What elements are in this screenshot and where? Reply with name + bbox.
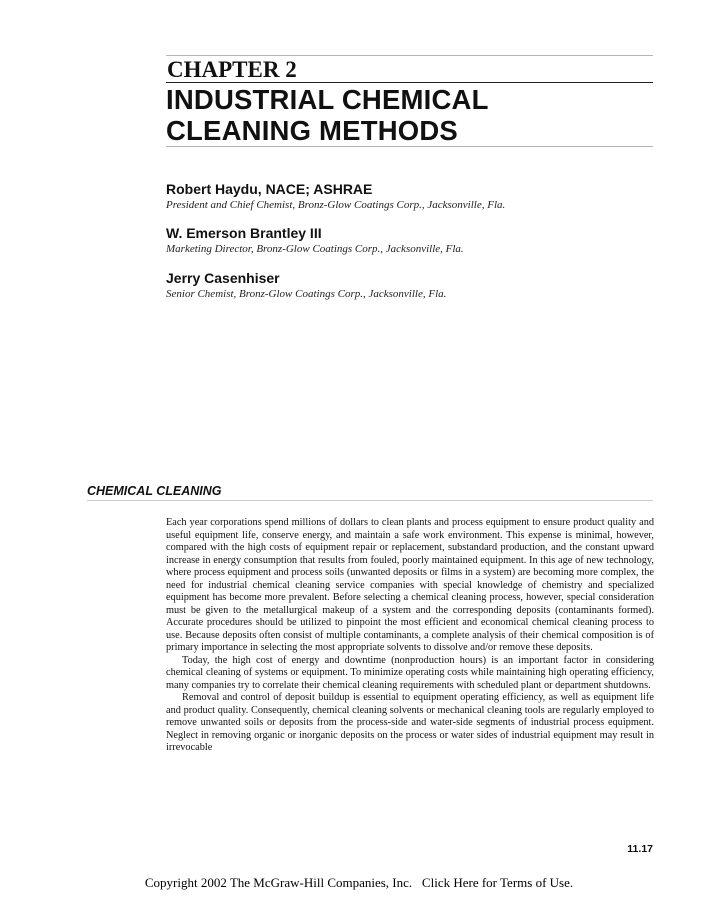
page-number: 11.17 (627, 843, 653, 855)
section-heading: CHEMICAL CLEANING (87, 484, 222, 498)
paragraph: Removal and control of deposit buildup is essential to equipment operating efficiency, as well as equipment life and product quality. Consequently, chemical cleaning solvents or mechanical cleaning tools are regularly employed to remove unwanted soils or deposits from the process-side and water-side segments of industrial process equipment. Neglect in removing organic or inorganic deposits on the process or water sides of industrial equipment may result in irrevocable (166, 692, 654, 753)
chapter-label: CHAPTER 2 (167, 57, 297, 82)
chapter-title-line: INDUSTRIAL CHEMICAL (166, 84, 489, 115)
chapter-title (166, 84, 656, 146)
title-bottom-rule (166, 146, 653, 147)
author-name: Jerry Casenhiser (166, 270, 280, 286)
author-name: Robert Haydu, NACE; ASHRAE (166, 181, 373, 197)
author-affiliation: President and Chief Chemist, Bronz-Glow Coatings Corp., Jacksonville, Fla. (166, 199, 506, 211)
author-affiliation: Senior Chemist, Bronz-Glow Coatings Corp., Jacksonville, Fla. (166, 288, 447, 300)
copyright-footer (0, 874, 718, 892)
top-rule (166, 55, 653, 56)
author-name: W. Emerson Brantley III (166, 225, 322, 241)
author-affiliation: Marketing Director, Bronz-Glow Coatings Corp., Jacksonville, Fla. (166, 243, 464, 255)
paragraph: Today, the high cost of energy and downtime (nonproduction hours) is an important factor in considering chemical cleaning of systems or equipment. To minimize operating costs while maintaining high operating efficiency, many companies try to correlate their chemical cleaning requirements with scheduled plant or department shutdowns. (166, 654, 654, 691)
paragraph: Each year corporations spend millions of dollars to clean plants and process equipment to ensure product quality and useful equipment life, conserve energy, and maintain a safe work environment. This expense is minimal, however, compared with the high costs of equipment repair or replacement, substandard production, and the constant upward increase in energy consumption that results from fouled, poorly maintained equipment. In this age of new technology, where process equipment and process soils (unwanted deposits or films in a system) are becoming more complex, the need for industrial chemical cleaning service companies with special knowledge of chemistry and specialized equipment has become more prevalent. Before selecting a chemical cleaning process, however, special consideration must be given to the metallurgical makeup of a system and the corresponding deposits (contaminants formed). Accurate procedures should be utilized to pinpoint the most efficient and economical chemical cleaning process to use. Because deposits often consist of multiple contaminants, a complete analysis of their chemical composition is of primary importance in selecting the most appropriate solvents to dissolve and/or remove these deposits. (166, 517, 654, 653)
body-text (166, 517, 654, 755)
chapter-rule (166, 82, 653, 83)
author-block (166, 269, 656, 302)
author-block (166, 224, 656, 257)
author-block (166, 180, 656, 213)
copyright-text: Copyright 2002 The McGraw-Hill Companies, Inc. (144, 875, 413, 890)
chapter-title-line: CLEANING METHODS (166, 115, 458, 146)
section-rule (87, 500, 653, 501)
terms-of-use-link[interactable]: Click Here for Terms of Use. (421, 875, 574, 890)
